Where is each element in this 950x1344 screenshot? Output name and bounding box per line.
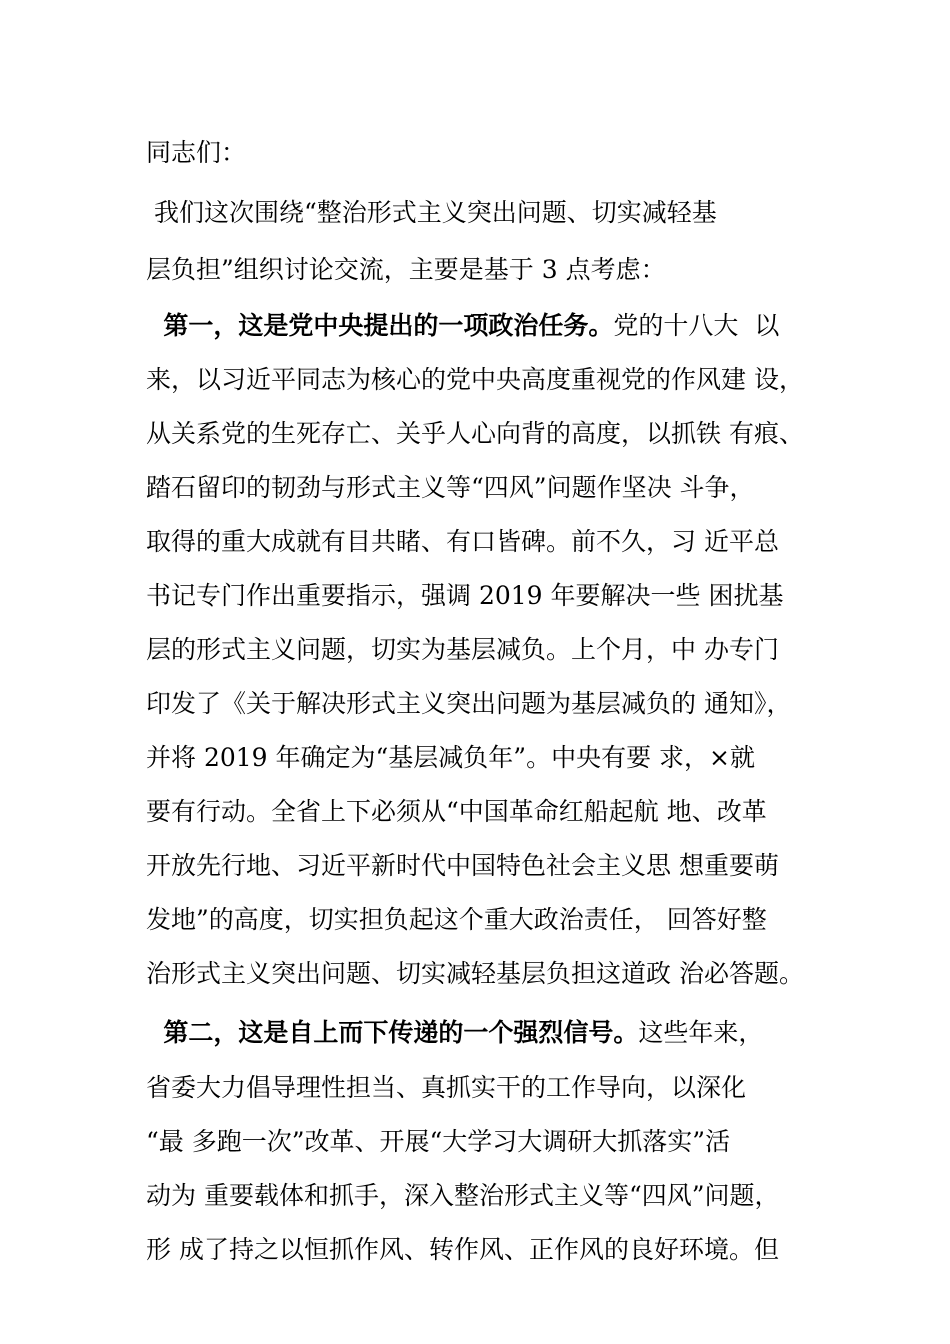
point1-line-1: 党的十八大 以 <box>613 311 780 340</box>
point2-line-3: “最 多跑一次”改革、开展“大学习大调研大抓落实”活 <box>146 1127 731 1156</box>
salutation: 同志们： <box>146 138 247 167</box>
point1-line-5: 取得的重大成就有目共睹、有口皆碑。前不久，习 近平总 <box>146 527 779 556</box>
intro-line-2: 层负担”组织讨论交流，主要是基于 3 点考虑： <box>146 255 666 284</box>
point2-line-1: 这些年来， <box>638 1018 764 1047</box>
intro-line-1: 我们这次围绕“整治形式主义突出问题、切实减轻基 <box>146 198 717 227</box>
point1-line-2: 来，以习近平同志为核心的党中央高度重视党的作风建 设， <box>146 365 804 394</box>
point2-line-4: 动为 重要载体和抓手，深入整治形式主义等“四风”问题， <box>146 1181 780 1210</box>
point2-line-2: 省委大力倡导理性担当、真抓实干的工作导向，以深化 <box>146 1073 747 1102</box>
point1-line-4: 踏石留印的韧劲与形式主义等“四风”问题作坚决 斗争， <box>146 473 755 502</box>
point1-first-line <box>146 310 779 342</box>
point1-line-12: 发地”的高度，切实担负起这个重大政治责任， 回答好整 <box>146 905 767 934</box>
point1-line-7: 层的形式主义问题，切实为基层减负。上个月，中 办专门 <box>146 635 779 664</box>
point1-heading: 第一，这是党中央提出的一项政治任务。 <box>146 311 614 340</box>
point1-line-8: 印发了《关于解决形式主义突出问题为基层减负的 通知》， <box>146 689 792 718</box>
point1-line-11: 开放先行地、习近平新时代中国特色社会主义思 想重要萌 <box>146 851 779 880</box>
point1-line-3: 从关系党的生死存亡、关乎人心向背的高度，以抓铁 有痕、 <box>146 419 804 448</box>
point1-line-9: 并将 2019 年确定为“基层减负年”。中央有要 求，×就 <box>146 743 755 772</box>
point1-line-6: 书记专门作出重要指示，强调 2019 年要解决一些 困扰基 <box>146 581 784 610</box>
point2-first-line <box>146 1017 763 1049</box>
point2-line-5: 形 成了持之以恒抓作风、转作风、正作风的良好环境。但 <box>146 1235 779 1264</box>
point1-line-10: 要有行动。全省上下必须从“中国革命红船起航 地、改革 <box>146 797 767 826</box>
point1-line-13: 治形式主义突出问题、切实减轻基层负担这道政 治必答题。 <box>146 959 804 988</box>
point2-heading: 第二，这是自上而下传递的一个强烈信号。 <box>146 1018 639 1047</box>
